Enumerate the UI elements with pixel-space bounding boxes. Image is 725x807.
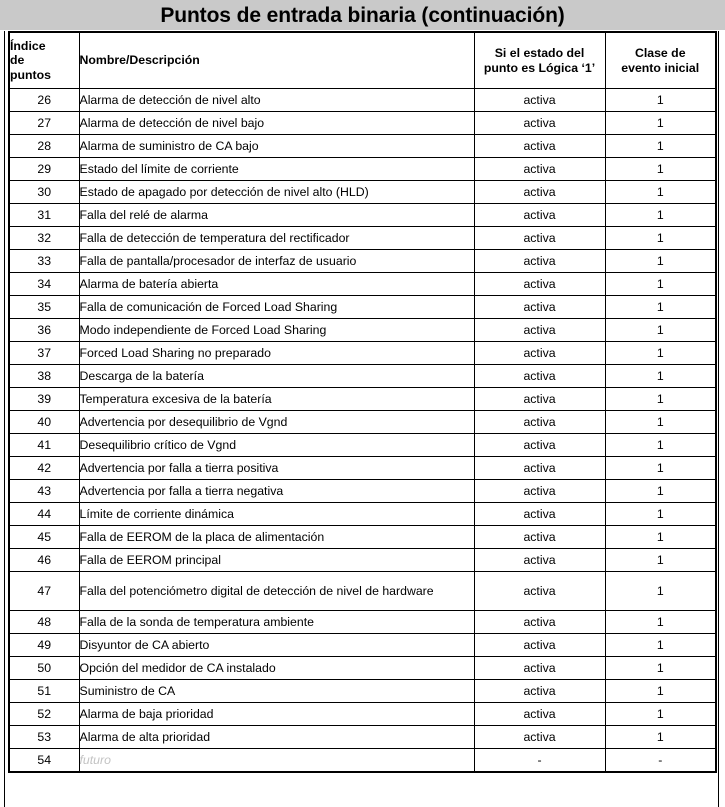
cell-index: 35 [9, 296, 79, 319]
cell-state: activa [474, 526, 605, 549]
cell-class: 1 [605, 411, 716, 434]
cell-index: 36 [9, 319, 79, 342]
cell-name: Desequilibrio crítico de Vgnd [79, 434, 474, 457]
table-row [9, 457, 716, 480]
cell-state: activa [474, 158, 605, 181]
cell-class: 1 [605, 158, 716, 181]
cell-class: 1 [605, 611, 716, 634]
table-row [9, 319, 716, 342]
cell-index: 49 [9, 634, 79, 657]
table-row [9, 204, 716, 227]
column-header-class [605, 32, 716, 89]
cell-state: activa [474, 227, 605, 250]
cell-state: activa [474, 703, 605, 726]
cell-state: activa [474, 204, 605, 227]
column-header-index-line1: Índice [10, 38, 46, 53]
table-row [9, 526, 716, 549]
cell-class: 1 [605, 726, 716, 749]
column-header-index [9, 32, 79, 89]
table-row [9, 388, 716, 411]
cell-state: activa [474, 503, 605, 526]
cell-state: activa [474, 657, 605, 680]
cell-name: Alarma de alta prioridad [79, 726, 474, 749]
cell-state: activa [474, 388, 605, 411]
column-header-index-line3: puntos [10, 67, 51, 82]
table-row [9, 89, 716, 112]
cell-name: Advertencia por falla a tierra negativa [79, 480, 474, 503]
cell-class: 1 [605, 657, 716, 680]
table-row [9, 411, 716, 434]
cell-name: Falla de la sonda de temperatura ambiente [79, 611, 474, 634]
cell-name: Descarga de la batería [79, 365, 474, 388]
cell-class: 1 [605, 480, 716, 503]
page-title: Puntos de entrada binaria (continuación) [160, 3, 565, 27]
cell-state: activa [474, 411, 605, 434]
cell-index: 51 [9, 680, 79, 703]
cell-index: 45 [9, 526, 79, 549]
cell-class: 1 [605, 273, 716, 296]
cell-index: 27 [9, 112, 79, 135]
cell-name: Advertencia por falla a tierra positiva [79, 457, 474, 480]
cell-state: activa [474, 549, 605, 572]
cell-index: 52 [9, 703, 79, 726]
table-right-edge-rule [718, 31, 719, 807]
table-left-edge-rule [4, 31, 5, 807]
table-row [9, 158, 716, 181]
cell-class: 1 [605, 526, 716, 549]
cell-name: Advertencia por desequilibrio de Vgnd [79, 411, 474, 434]
table-row [9, 135, 716, 158]
cell-index: 54 [9, 749, 79, 773]
cell-index: 37 [9, 342, 79, 365]
cell-class: 1 [605, 227, 716, 250]
cell-name: Límite de corriente dinámica [79, 503, 474, 526]
cell-class: 1 [605, 135, 716, 158]
cell-name: Modo independiente de Forced Load Sharing [79, 319, 474, 342]
cell-state: - [474, 749, 605, 773]
cell-state: activa [474, 342, 605, 365]
table-title-band [0, 0, 725, 30]
cell-name: Suministro de CA [79, 680, 474, 703]
column-header-state-line1: Si el estado del [494, 46, 585, 60]
table-row [9, 227, 716, 250]
cell-state: activa [474, 319, 605, 342]
cell-state: activa [474, 181, 605, 204]
cell-state: activa [474, 726, 605, 749]
column-header-index-line2: de [10, 53, 25, 68]
cell-name: Temperatura excesiva de la batería [79, 388, 474, 411]
table-row [9, 181, 716, 204]
cell-class: 1 [605, 365, 716, 388]
cell-state: activa [474, 572, 605, 611]
cell-index: 38 [9, 365, 79, 388]
cell-class: 1 [605, 572, 716, 611]
table-row [9, 572, 716, 611]
cell-index: 32 [9, 227, 79, 250]
cell-index: 53 [9, 726, 79, 749]
table-row [9, 749, 716, 773]
cell-index: 41 [9, 434, 79, 457]
cell-name: Falla de EEROM principal [79, 549, 474, 572]
table-row [9, 611, 716, 634]
table-row [9, 703, 716, 726]
cell-index: 46 [9, 549, 79, 572]
cell-class: 1 [605, 457, 716, 480]
cell-class: 1 [605, 204, 716, 227]
cell-index: 39 [9, 388, 79, 411]
cell-name: Opción del medidor de CA instalado [79, 657, 474, 680]
cell-name: Falla de EEROM de la placa de alimentación [79, 526, 474, 549]
cell-name: Falla de comunicación de Forced Load Sharing [79, 296, 474, 319]
cell-index: 26 [9, 89, 79, 112]
table-row [9, 112, 716, 135]
table-body [9, 89, 716, 773]
cell-class: 1 [605, 703, 716, 726]
table-row [9, 250, 716, 273]
cell-name: futuro [79, 749, 474, 773]
cell-state: activa [474, 365, 605, 388]
table-row [9, 434, 716, 457]
cell-name: Falla de pantalla/procesador de interfaz de usuario [79, 250, 474, 273]
cell-name: Forced Load Sharing no preparado [79, 342, 474, 365]
cell-index: 33 [9, 250, 79, 273]
table-header [9, 32, 716, 89]
cell-name: Falla del relé de alarma [79, 204, 474, 227]
column-header-name: Nombre/Descripción [79, 32, 474, 89]
cell-state: activa [474, 480, 605, 503]
cell-class: 1 [605, 89, 716, 112]
column-header-class-line1: Clase de [634, 46, 686, 60]
table-row [9, 657, 716, 680]
cell-state: activa [474, 89, 605, 112]
cell-state: activa [474, 112, 605, 135]
cell-name: Alarma de detección de nivel bajo [79, 112, 474, 135]
cell-state: activa [474, 250, 605, 273]
table-row [9, 365, 716, 388]
cell-state: activa [474, 680, 605, 703]
cell-state: activa [474, 434, 605, 457]
cell-class: 1 [605, 549, 716, 572]
table-row [9, 342, 716, 365]
cell-index: 34 [9, 273, 79, 296]
cell-class: 1 [605, 112, 716, 135]
cell-state: activa [474, 457, 605, 480]
cell-index: 31 [9, 204, 79, 227]
cell-name: Alarma de detección de nivel alto [79, 89, 474, 112]
cell-class: 1 [605, 181, 716, 204]
cell-name: Disyuntor de CA abierto [79, 634, 474, 657]
cell-class: 1 [605, 296, 716, 319]
table-row [9, 296, 716, 319]
cell-index: 28 [9, 135, 79, 158]
cell-index: 48 [9, 611, 79, 634]
binary-input-points-table [8, 31, 717, 773]
cell-name: Estado del límite de corriente [79, 158, 474, 181]
cell-state: activa [474, 135, 605, 158]
cell-index: 29 [9, 158, 79, 181]
table-row [9, 549, 716, 572]
table-header-row [9, 32, 716, 89]
cell-state: activa [474, 611, 605, 634]
column-header-class-line2: evento inicial [621, 60, 700, 75]
cell-index: 44 [9, 503, 79, 526]
cell-class: 1 [605, 342, 716, 365]
table-row [9, 634, 716, 657]
cell-index: 40 [9, 411, 79, 434]
cell-class: 1 [605, 503, 716, 526]
table-row [9, 480, 716, 503]
cell-class: 1 [605, 319, 716, 342]
cell-index: 50 [9, 657, 79, 680]
cell-name: Alarma de suministro de CA bajo [79, 135, 474, 158]
cell-class: 1 [605, 634, 716, 657]
cell-state: activa [474, 273, 605, 296]
cell-name: Falla del potenciómetro digital de detección de nivel de hardware [79, 572, 474, 611]
cell-state: activa [474, 634, 605, 657]
cell-class: - [605, 749, 716, 773]
table-row [9, 503, 716, 526]
cell-index: 42 [9, 457, 79, 480]
table-row [9, 680, 716, 703]
cell-class: 1 [605, 434, 716, 457]
table-row [9, 273, 716, 296]
column-header-state-line2: punto es Lógica ‘1’ [483, 60, 596, 75]
cell-name: Estado de apagado por detección de nivel alto (HLD) [79, 181, 474, 204]
column-header-state [474, 32, 605, 89]
cell-state: activa [474, 296, 605, 319]
table-row [9, 726, 716, 749]
cell-class: 1 [605, 680, 716, 703]
cell-index: 47 [9, 572, 79, 611]
cell-index: 30 [9, 181, 79, 204]
cell-class: 1 [605, 388, 716, 411]
cell-index: 43 [9, 480, 79, 503]
cell-name: Alarma de baja prioridad [79, 703, 474, 726]
cell-name: Falla de detección de temperatura del rectificador [79, 227, 474, 250]
cell-class: 1 [605, 250, 716, 273]
binary-input-points-table-wrapper [8, 31, 715, 773]
cell-name: Alarma de batería abierta [79, 273, 474, 296]
